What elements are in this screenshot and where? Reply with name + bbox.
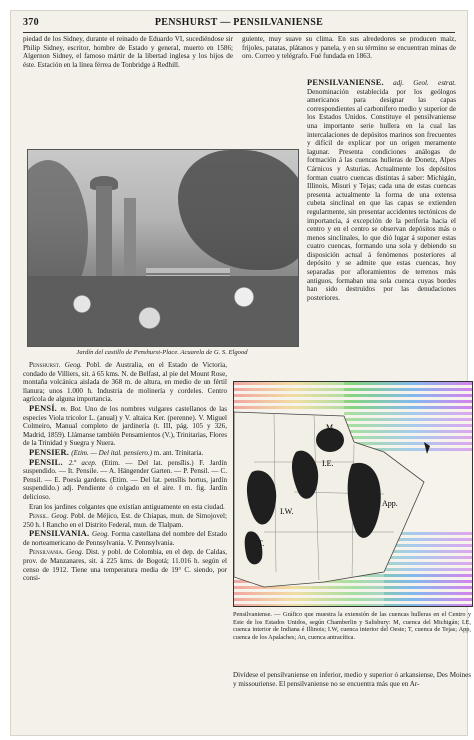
map-label: I.E. xyxy=(322,459,334,468)
entry-headword: PENSIL. xyxy=(29,457,69,467)
entry-abbreviation: 2.ª acep. xyxy=(68,458,102,467)
photo-tree xyxy=(178,150,299,270)
entry-abbreviation: m. Bot. xyxy=(60,404,85,413)
dictionary-entry xyxy=(23,530,227,547)
dictionary-entry xyxy=(23,512,227,529)
entry-abbreviation: Geog. xyxy=(92,530,112,539)
document-page xyxy=(10,10,471,736)
photo-pillar xyxy=(124,198,136,282)
pensilvaniense-entry xyxy=(307,79,456,303)
page-header xyxy=(23,17,455,33)
map-caption: Pensilvaniense. — Gráfico que muestra la extensión de las cuencas hulleras en el Centro y Este de los Estados Unidos, según Chamberlin y Salisbury: M, cuenca del Michigán; I.E, cuenca interior de Indiana é Illinois; I.W, cuenca interior del Oeste; T, cuenca de Tejas; App, cuenca de los Apalaches; An, cuenca antracítica. xyxy=(233,611,471,641)
header-rule xyxy=(23,32,455,33)
right-column-top xyxy=(242,35,456,62)
left-column-top xyxy=(23,35,233,70)
entry-text: Denominación establecida por los geólogos americanos para designar las capas correspondientes al carbonífero medio y superior de los Estados Unidos. Constituye el pensilvaniense una importante serie hullera en la cual las intercalaciones de depósitos marinos son frecuentes y difícil de explicar por un origen meramente lagunar. Presenta condiciones análogas de formación á las cuencas hulleras de Donetz, Alpes Cárnicos y Asturias. Actualmente los depósitos forman cuatro cuencas distintas á saber: Michigán, Illinois, Misuri y Tejas; cada una de estas cuencas presenta actualmente la forma de una extensa cubeta sinclinal en que las capas se extienden regularmente, sin presentar accidentes tectónicos de importancia, á excepción de la periferia hacia el centro y en el centro se observan depósitos más o menos sinclinales, lo que dió lugar á suponer estas cuatro cuencas, formando una sola y debiendo su disposición actual á fenómenos posteriores al depósito y se admite que estas cuencas, hoy separadas por afloramientos de terrenos más antiguos, formaban una sola cuenca cuyas bordes han sido destruidos por las denudaciones posteriores. xyxy=(307,87,456,302)
map-label: M. xyxy=(326,423,336,432)
entry-text: Pobl. de Australia, en el Estado de Victoria, condado de Villiers, sit. á 65 kms. N. de Belfast, al pie del Mount Rose, montaña volcánica aislada de 368 m. de altura, en medio de un fértil llanura; unos 1.000 h. Industria de molinería y cordeles. Centro agrícola de alguna importancia. xyxy=(23,361,227,404)
map-label: I.W. xyxy=(280,507,294,516)
headword: PENSILVANIENSE. xyxy=(307,78,384,87)
entry-text: Eran los jardines colgantes que existían antiguamente en esta ciudad. xyxy=(29,502,225,511)
dictionary-entry xyxy=(23,405,227,448)
entry-text: m. ant. Trinitaria. xyxy=(153,448,204,457)
entry-text: Dist. y pobl. de Colombia, en el dep. de Caldas, prov. de Manzanares, sit. á 225 kms. de Bogotá; 11.016 h. según el censo de 1912. Tiene una temperatura media de 19° C. siendo, por consi- xyxy=(23,548,228,583)
coal-basin-map xyxy=(233,381,473,607)
garden-photo xyxy=(27,149,299,347)
entry-text: (Etim. — Del lat. pensĭlis.) F. Jardín suspendido. — It. Pensile. — A. Hängender Garten. — P. Pensil. — C. Pensil. — E. Poesía gardens. (Etim. — Del lat. pensĭlis hortus, jardín suspendido.) adj. Pendiente ó colgado en el aire. ‖ m. fig. Jardín delicioso. xyxy=(23,458,227,501)
photo-caption: Jardín del castillo de Penshurst-Place. Acuarela de G. S. Elgood xyxy=(76,349,248,356)
page-number: 370 xyxy=(23,17,39,28)
map-svg xyxy=(234,382,472,606)
entry-headword: Penshurst. xyxy=(29,361,65,369)
entry-text: Forma castellana del nombre del Estado de norteamericano de Pennsylvania. V. Pennsylvania. xyxy=(23,530,227,547)
paragraph: piedad de los Sidney, durante el reinado de Eduardo VI, sucediéndose sir Philip Sidney, escritor, hombre de Estado y general, muerto en 1586; Algernon Sidney, el famoso mártir de la libertad inglesa y los hijos de éste. Estación en la línea férrea de Tonbridge á Redhill. xyxy=(23,35,233,69)
photo-flowers xyxy=(28,276,298,346)
entry-headword: PENSÍ. xyxy=(29,403,61,413)
bottom-paragraph: Divídese el pensilvaniense en inferior, medio y superior ó arkansiense, Des Moines y missouriense. El pensilvaniense no se encuentra más que en Ar- xyxy=(233,671,471,688)
running-title: PENSHURST — PENSILVANIENSE xyxy=(154,17,324,28)
entry-abbreviation: (Etim. — Del ital. pensiero.) xyxy=(71,448,154,457)
left-column-entries xyxy=(23,361,227,584)
entry-abbreviation: Geog. xyxy=(51,512,71,521)
entry-headword: PENSIER. xyxy=(29,447,72,457)
photo-pillar xyxy=(96,186,112,286)
map-label: T. xyxy=(258,539,265,548)
entry-abbreviation: Geog. xyxy=(66,548,86,557)
entry-headword: Pensil. xyxy=(29,512,52,521)
entry-headword: PENSILVANIA. xyxy=(29,529,93,539)
dictionary-entry xyxy=(23,503,227,512)
dictionary-entry xyxy=(23,459,227,502)
dictionary-entry xyxy=(23,548,227,582)
entry-headword: Pensilvania. xyxy=(29,548,67,557)
map-label: App. xyxy=(382,499,398,508)
dictionary-entry xyxy=(23,361,227,404)
paragraph: guiente, muy suave su clima. En sus alrededores se producen maíz, frijoles, patatas, plátanos y panela, y en su término se encuentran minas de oro. Correo y telégrafo. Fué fundada en 1863. xyxy=(242,35,456,61)
entry-abbreviation: Geog. xyxy=(64,361,87,369)
dictionary-entry xyxy=(23,449,227,458)
entry-text: Pobl. de Méjico, Est. de Chiapas, mun. de Simojovel; 250 h. ‖ Rancho en el Distrito Federal, mun. de Tlalpam. xyxy=(23,512,227,529)
entry-text: Uno de los nombres vulgares castellanos de las especies Viola tricolor L. (anual) y V. altaica Ker. (perenne). V. Miguel Colmeiro, Manual completo de jardinería (t. III, pág. 105 y 326, Madrid, 1859). Llámanse también Pensamientos (V.), Trinitarias, Flores de la Trinidad y Suegra y Nuera. xyxy=(23,404,227,448)
great-lakes xyxy=(344,382,472,452)
abbreviation: adj. Geol. estrat. xyxy=(393,79,456,87)
